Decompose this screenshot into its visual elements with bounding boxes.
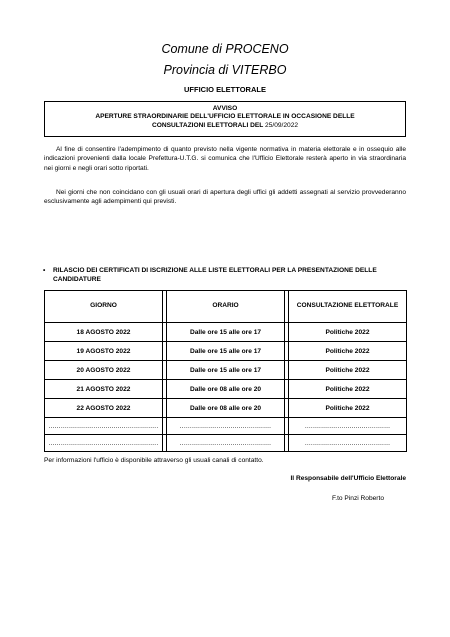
cell-giorno-blank: ...................................................... <box>45 418 163 435</box>
cell-giorno: 19 AGOSTO 2022 <box>45 342 163 361</box>
cell-orario: Dalle ore 08 alle ore 20 <box>167 399 285 418</box>
cell-orario: Dalle ore 15 alle ore 17 <box>167 342 285 361</box>
table-row <box>45 342 407 361</box>
cell-consultazione-blank: .......................................... <box>289 435 407 452</box>
cell-consultazione: Politiche 2022 <box>289 380 407 399</box>
schedule-table <box>44 290 407 452</box>
paragraph-1 <box>44 145 406 173</box>
header-consultazione: CONSULTAZIONE ELETTORALE <box>289 291 407 323</box>
cell-giorno: 21 AGOSTO 2022 <box>45 380 163 399</box>
cell-giorno: 22 AGOSTO 2022 <box>45 399 163 418</box>
table-row <box>45 361 407 380</box>
paragraph-2 <box>44 188 406 207</box>
notice-line2-text: CONSULTAZIONI ELETTORALI DEL <box>151 121 264 129</box>
cell-consultazione: Politiche 2022 <box>289 399 407 418</box>
cell-giorno-blank: ...................................................... <box>45 435 163 452</box>
table-row <box>45 399 407 418</box>
table-row-blank <box>45 435 407 452</box>
provincia-title: Provincia di VITERBO <box>163 63 287 77</box>
cell-giorno: 18 AGOSTO 2022 <box>45 323 163 342</box>
table-row-blank <box>45 418 407 435</box>
info-text: Per informazioni l'ufficio è disponibile attraverso gli usuali canali di contatto. <box>44 457 264 464</box>
header-orario: ORARIO <box>167 291 285 323</box>
cell-consultazione: Politiche 2022 <box>289 323 407 342</box>
cell-orario: Dalle ore 08 alle ore 20 <box>167 380 285 399</box>
comune-title: Comune di PROCENO <box>161 42 289 56</box>
cell-orario-blank: ............................................. <box>167 418 285 435</box>
table-header-row <box>45 291 407 323</box>
bullet-icon: • <box>43 267 46 274</box>
signature-role: Il Responsabile dell'Ufficio Elettorale <box>290 475 406 482</box>
notice-title: AVVISO <box>212 105 238 112</box>
bullet-text: RILASCIO DEI CERTIFICATI DI ISCRIZIONE ALLE LISTE ELETTORALI PER LA PRESENTAZIONE DELLE CANDIDATURE <box>53 267 377 283</box>
cell-consultazione-blank: .......................................... <box>289 418 407 435</box>
table-row <box>45 380 407 399</box>
cell-giorno: 20 AGOSTO 2022 <box>45 361 163 380</box>
header-giorno: GIORNO <box>45 291 163 323</box>
notice-line2 <box>45 122 405 130</box>
cell-orario: Dalle ore 15 alle ore 17 <box>167 323 285 342</box>
cell-orario: Dalle ore 15 alle ore 17 <box>167 361 285 380</box>
ufficio-title: UFFICIO ELETTORALE <box>184 85 266 94</box>
notice-date: 25/09/2022 <box>265 121 299 129</box>
signature-name: F.to Pinzi Roberto <box>331 495 384 502</box>
cell-consultazione: Politiche 2022 <box>289 361 407 380</box>
cell-orario-blank: ............................................. <box>167 435 285 452</box>
table-row <box>45 323 407 342</box>
paragraph-2-text: Nei giorni che non coincidano con gli usuali orari di apertura degli uffici gli addetti assegnati al servizio provvederanno esclusivamente agli adempimenti qui previsti. <box>44 189 406 206</box>
notice-line1: APERTURE STRAORDINARIE DELL'UFFICIO ELETTORALE IN OCCASIONE DELLE <box>95 113 355 121</box>
notice-box <box>44 101 406 137</box>
paragraph-1-text: Al fine di consentire l'adempimento di quanto previsto nella vigente normativa in materia elettorale e in ossequio alle indicazioni provenienti dalla locale Prefettura-U.T.G. si comunica che l'Ufficio Elettorale resterà aperto in via straordinaria nei giorni e negli orari sotto riportati. <box>44 146 406 172</box>
cell-consultazione: Politiche 2022 <box>289 342 407 361</box>
